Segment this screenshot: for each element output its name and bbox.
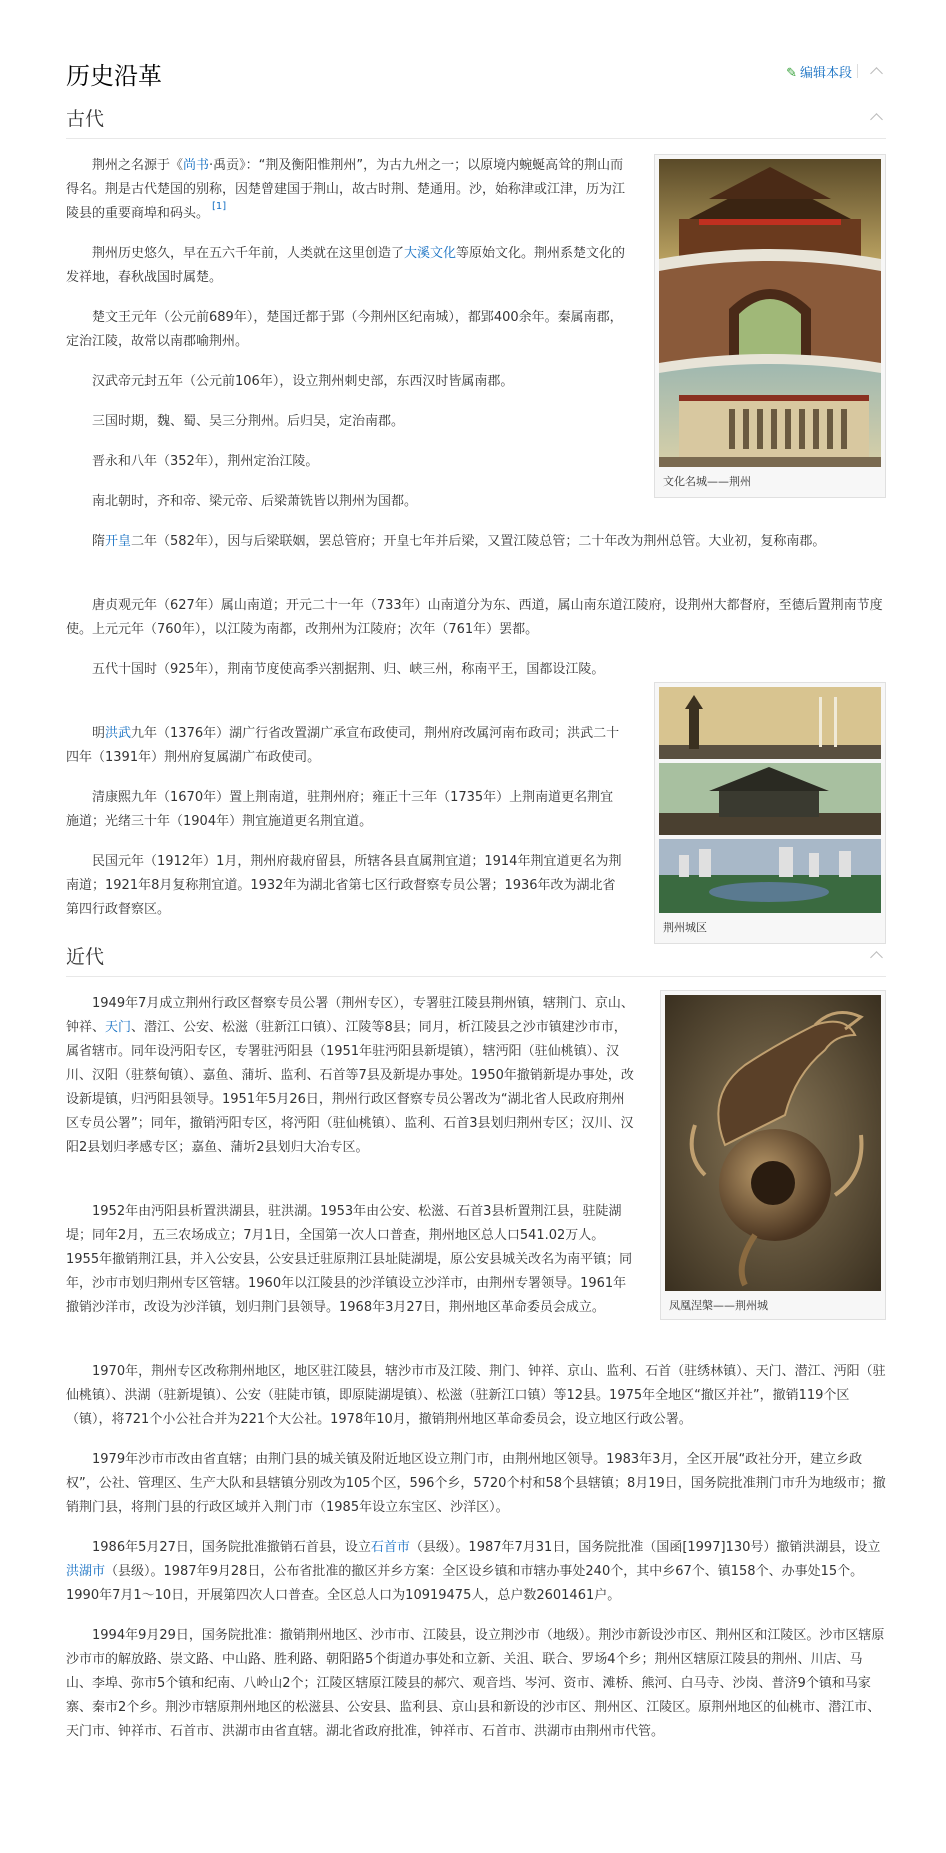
figure-city-district[interactable]: [654, 682, 886, 944]
phoenix-sculpture-image: [665, 995, 881, 1291]
edit-section-link[interactable]: [786, 62, 852, 81]
paragraph: 1994年9月29日，国务院批准：撤销荆州地区、沙市市、江陵县，设立荆沙市（地级）。荆沙市新设沙市区、荆州区和江陵区。沙市区辖原沙市市的解放路、崇文路、中山路、胜利路、朝阳路5个街道办事处和立新、关沮、联合、罗场4个乡；荆州区辖原江陵县的荆州、川店、马山、李埠、弥市5个镇和纪南、八岭山2个；江陵区辖原江陵县的郝穴、观音垱、岑河、资市、滩桥、熊河、白马寺、沙岗、普济9个镇和马家寨、秦市2个乡。荆沙市辖原荆州地区的松滋县、公安县、监利县、京山县和新设的沙市区、荆州区、江陵区。原荆州地区的仙桃市、潜江市、天门市、钟祥市、石首市、洪湖市由省直辖。湖北省政府批准，钟祥市、石首市、洪湖市由荆州市代管。: [66, 1628, 885, 1739]
section-heading-ancient: 古代: [66, 108, 105, 130]
section-heading-modern: 近代: [66, 946, 105, 968]
collapse-modern-chevron-icon[interactable]: [868, 948, 886, 962]
paragraph: 1949年7月成立荆州行政区督察专员公署（荆州专区），专署驻江陵县荆州镇，辖荆门、京山、钟祥、天门、潜江、公安、松滋（驻新江口镇）、江陵等8县；同月，析江陵县之沙市镇建沙市市，属省辖市。同年设沔阳专区，专署驻沔阳县（1951年驻沔阳县新堤镇），辖沔阳（驻仙桃镇）、汉川、汉阳（驻蔡甸镇）、嘉鱼、蒲圻、监利、石首等7县及新堤办事处。1950年撤销新堤办事处，改设新堤镇，归沔阳县领导。1951年5月26日，荆州行政区督察专员公署改为“湖北省人民政府荆州区专员公署”；同年，撤销沔阳专区，将沔阳（驻仙桃镇）、监利、石首3县划归荆州专区；汉川、汉阳2县划归孝感专区；嘉鱼、蒲圻2县划归大冶专区。: [66, 996, 634, 1155]
paragraph: 唐贞观元年（627年）属山南道；开元二十一年（733年）山南道分为东、西道，属山南东道江陵府，设荆州大都督府，至德后置荆南节度使。上元元年（760年），以江陵为南都，改荆州为江陵府；次年（761年）罢都。: [66, 598, 883, 637]
paragraph: 民国元年（1912年）1月，荆州府裁府留县，所辖各县直属荆宜道；1914年荆宜道更名为荆南道；1921年8月复称荆宜道。1932年为湖北省第七区行政督察专员公署；1936年改为湖北省第四行政督察区。: [66, 854, 622, 917]
paragraph: 隋开皇二年（582年），因与后梁联姻，罢总管府；开皇七年并后梁，又置江陵总管；二十年改为荆州总管。大业初，复称南郡。: [92, 534, 826, 549]
city-district-image: [659, 687, 881, 913]
link-shishou-city[interactable]: 石首市: [370, 1540, 410, 1555]
figure-caption: 凤凰涅槃——荆州城: [669, 1299, 768, 1312]
paragraph: 荆州之名源于《尚书·禹贡》：“荆及衡阳惟荆州”，为古九州之一；以原境内蜿蜒高耸的荆山而得名。荆是古代楚国的别称，因楚曾建国于荆山，故古时荆、楚通用。沙，始称津或江津，历为江陵县的重要商埠和码头。 [1]: [66, 158, 626, 221]
collapse-chevron-icon[interactable]: [868, 64, 886, 78]
paragraph: 楚文王元年（公元前689年），楚国迁都于郢（今荆州区纪南城），都郢400余年。秦属南郡，定治江陵，故常以南郡喻荆州。: [66, 310, 623, 349]
link-tianmen[interactable]: 天门: [105, 1020, 132, 1035]
link-shangshu[interactable]: 尚书: [183, 158, 210, 173]
collapse-ancient-chevron-icon[interactable]: [868, 110, 886, 124]
paragraph: 三国时期，魏、蜀、吴三分荆州。后归吴，定治南郡。: [92, 414, 405, 429]
page-title: 历史沿革: [66, 62, 162, 90]
paragraph: 南北朝时，齐和帝、梁元帝、后梁萧铣皆以荆州为国都。: [92, 494, 418, 509]
figure-phoenix[interactable]: [660, 990, 886, 1320]
paragraph: 荆州历史悠久，早在五六千年前，人类就在这里创造了大溪文化等原始文化。荆州系楚文化的发祥地，春秋战国时属楚。: [66, 246, 626, 285]
paragraph: 1979年沙市市改由省直辖；由荆门县的城关镇及附近地区设立荆门市，由荆州地区领导。1983年3月，全区开展“政社分开，建立乡政权”，公社、管理区、生产大队和县辖镇分别改为105个区，596个乡，5720个村和58个县辖镇；8月19日，国务院批准荆门市升为地级市；撤销荆门县，将荆门县的行政区域并入荆门市（1985年设立东宝区、沙洋区）。: [66, 1452, 886, 1515]
divider: [66, 976, 886, 977]
paragraph: 清康熙九年（1670年）置上荆南道，驻荆州府；雍正十三年（1735年）上荆南道更名荆宜施道；光绪三十年（1904年）荆宜施道更名荆宜道。: [66, 790, 614, 829]
figure-culture-city[interactable]: [654, 154, 886, 498]
paragraph: 汉武帝元封五年（公元前106年），设立荆州刺史部，东西汉时皆属南郡。: [92, 374, 514, 389]
city-collage-image: [659, 159, 881, 467]
link-honghu-city[interactable]: 洪湖市: [66, 1564, 106, 1579]
paragraph: 五代十国时（925年），荆南节度使高季兴割据荆、归、峡三州，称南平王，国都设江陵。: [92, 662, 605, 677]
divider: [857, 64, 858, 78]
paragraph: 1952年由沔阳县析置洪湖县，驻洪湖。1953年由公安、松滋、石首3县析置荆江县，驻陡湖堤；同年2月，五三农场成立；7月1日，全国第一次人口普查，荆州地区总人口541.02万人。1955年撤销荆江县，并入公安县，公安县迁驻原荆江县址陡湖堤，原公安县城关改名为南平镇；同年，沙市市划归荆州专区管辖。1960年以江陵县的沙洋镇设立沙洋市，由荆州专署领导。1961年撤销沙洋市，改设为沙洋镇，划归荆门县领导。1968年3月27日，荆州地区革命委员会成立。: [66, 1204, 633, 1315]
paragraph: 1970年，荆州专区改称荆州地区，地区驻江陵县，辖沙市市及江陵、荆门、钟祥、京山、监利、石首（驻绣林镇）、天门、潜江、沔阳（驻仙桃镇）、洪湖（驻新堤镇）、公安（驻陡市镇，即原陡湖堤镇）、松滋（驻新江口镇）等12县。1975年全地区“撤区并社”，撤销119个区（镇），将721个小公社合并为221个大公社。1978年10月，撤销荆州地区革命委员会，设立地区行政公署。: [66, 1364, 886, 1427]
divider: [66, 138, 886, 139]
paragraph: 1986年5月27日，国务院批准撤销石首县，设立石首市（县级）。1987年7月31日，国务院批准（国函[1997]130号）撤销洪湖县，设立洪湖市（县级）。1987年9月28日，公布省批准的撤区并乡方案：全区设乡镇和市辖办事处240个，其中乡67个、镇158个、办事处15个。1990年7月1～10日，开展第四次人口普查。全区总人口为10919475人，总户数2601461户。: [66, 1540, 881, 1603]
paragraph: 明洪武九年（1376年）湖广行省改置湖广承宣布政使司，荆州府改属河南布政司；洪武二十四年（1391年）荆州府复属湖广布政使司。: [66, 726, 620, 765]
link-daxi-culture[interactable]: 大溪文化: [404, 246, 457, 261]
link-hongwu[interactable]: 洪武: [105, 726, 132, 741]
link-kaihuang[interactable]: 开皇: [105, 534, 132, 549]
reference-link[interactable]: [1]: [212, 201, 227, 212]
figure-caption: 文化名城——荆州: [663, 475, 751, 488]
figure-caption: 荆州城区: [663, 921, 707, 934]
paragraph: 晋永和八年（352年），荆州定治江陵。: [92, 454, 319, 469]
pencil-icon: ✎: [786, 66, 797, 81]
edit-label: 编辑本段: [799, 66, 852, 81]
